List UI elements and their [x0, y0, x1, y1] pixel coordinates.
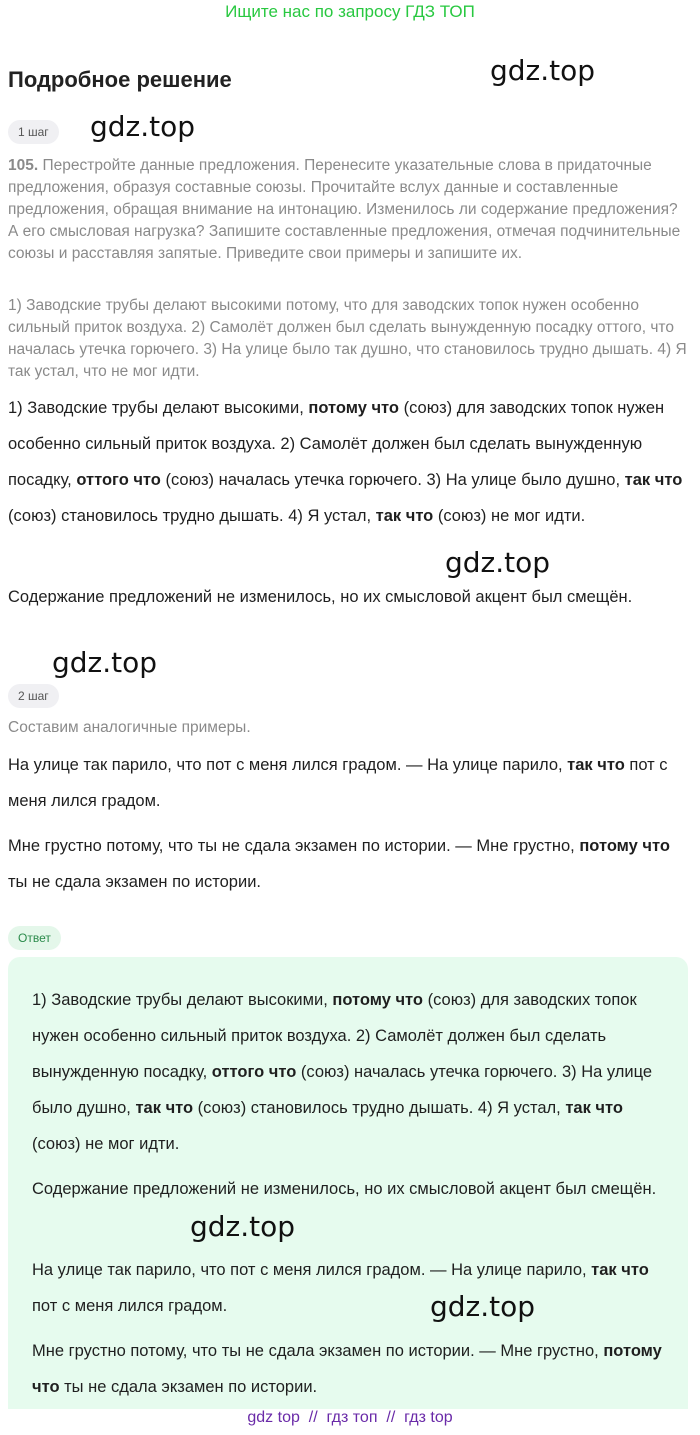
footer-links[interactable]: gdz top // гдз топ // гдз top	[247, 1409, 453, 1426]
conjunction: потому что	[308, 399, 400, 417]
task-text: Перестройте данные предложения. Перенесите указательные слова в придаточные предложения, образуя составные союзы. Прочитайте вслух данные и составленные предложения, обращая внимание на интонацию. Изменилось ли содержание предложения? А его смысловая нагрузка? Запишите составленные предложения, отмечая подчинительные союзы и расставляя запятые. Приведите свои примеры и запишите их.	[8, 157, 681, 262]
search-banner: Ищите нас по запросу ГДЗ ТОП	[225, 2, 475, 21]
watermark: gdz.top	[90, 110, 196, 143]
step-1-badge: 1 шаг	[8, 120, 59, 144]
conjunction: так что	[375, 507, 434, 525]
answer-badge: Ответ	[8, 926, 61, 950]
conjunction: так что	[591, 1261, 649, 1279]
conjunction: так что	[565, 1099, 623, 1117]
conjunction: оттого что	[76, 471, 161, 489]
task-statement	[8, 155, 688, 265]
rewritten-sentences: 1) Заводские трубы делают высокими, потому что (союз) для заводских топок нужен особенно сильный приток воздуха. 2) Самолёт должен был сделать вынужденную посадку, оттого что (союз) началась утечка горючего. 3) На улице было душно, так что (союз) становилось трудно дышать. 4) Я устал, так что (союз) не мог идти.	[8, 399, 683, 525]
content-note: Содержание предложений не изменилось, но их смысловой акцент был смещён.	[8, 588, 633, 606]
conjunction: потому что	[579, 837, 670, 855]
conjunction: так что	[135, 1099, 194, 1117]
conjunction: оттого что	[211, 1063, 297, 1081]
example-2: Мне грустно потому, что ты не сдала экзамен по истории. — Мне грустно, потому что ты не сдала экзамен по истории.	[8, 837, 670, 891]
answer-example-2: Мне грустно потому, что ты не сдала экзамен по истории. — Мне грустно, потому что ты не сдала экзамен по истории.	[32, 1342, 662, 1396]
step-2-intro: Составим аналогичные примеры.	[8, 719, 251, 736]
answer-content-note: Содержание предложений не изменилось, но их смысловой акцент был смещён.	[32, 1180, 657, 1198]
page-title: Подробное решение	[8, 67, 232, 92]
task-number: 105.	[8, 157, 39, 174]
watermark: gdz.top	[445, 546, 551, 579]
watermark: gdz.top	[52, 646, 158, 679]
conjunction: потому что	[332, 991, 424, 1009]
watermark: gdz.top	[490, 54, 596, 87]
conjunction: потому что	[32, 1342, 662, 1396]
watermark: gdz.top	[430, 1290, 536, 1323]
step-2-badge: 2 шаг	[8, 684, 59, 708]
conjunction: так что	[624, 471, 683, 489]
watermark: gdz.top	[190, 1210, 296, 1243]
example-1: На улице так парило, что пот с меня лился градом. — На улице парило, так что пот с меня лился градом.	[8, 756, 668, 810]
original-sentences: 1) Заводские трубы делают высокими потому, что для заводских топок нужен особенно сильный приток воздуха. 2) Самолёт должен был сделать вынужденную посадку оттого, что началась утечка горючего. 3) На улице было так душно, что становилось трудно дышать. 4) Я так устал, что не мог идти.	[8, 297, 687, 380]
answer-example-1: На улице так парило, что пот с меня лился градом. — На улице парило, так что пот с меня лился градом.	[32, 1261, 649, 1315]
conjunction: так что	[567, 756, 625, 774]
answer-sentences: 1) Заводские трубы делают высокими, потому что (союз) для заводских топок нужен особенно сильный приток воздуха. 2) Самолёт должен был сделать вынужденную посадку, оттого что (союз) началась утечка горючего. 3) На улице было душно, так что (союз) становилось трудно дышать. 4) Я устал, так что (союз) не мог идти.	[32, 991, 653, 1153]
